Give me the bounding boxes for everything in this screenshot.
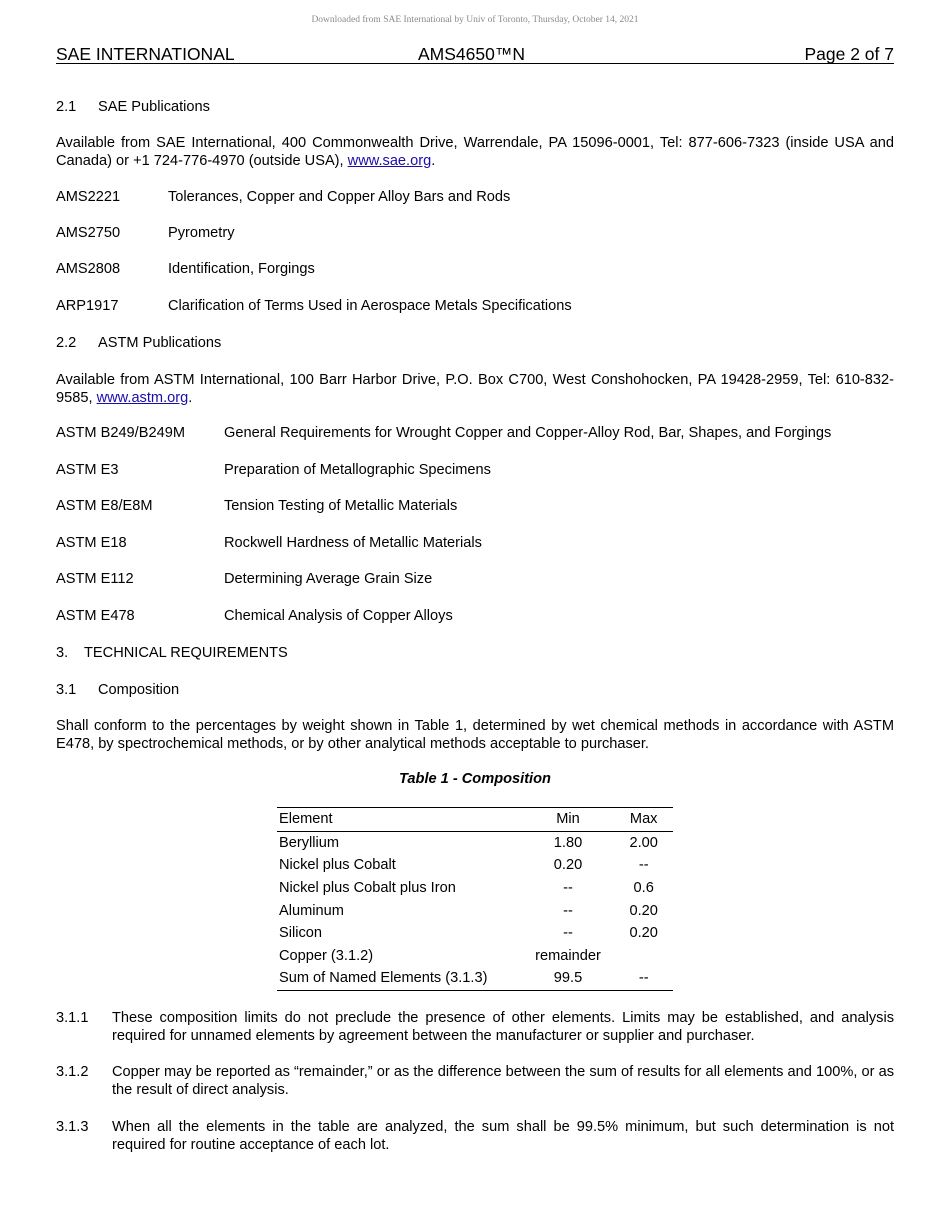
reference-row [56,425,894,443]
header-page-number: Page 2 of 7 [804,44,894,64]
subsection-text: When all the elements in the table are analyzed, the sum shall be 99.5% minimum, but such determination is not required for routine acceptance of each lot. [112,1119,894,1153]
min-cell: -- [563,880,573,897]
subsection-number: 3.1.2 [56,1064,89,1080]
table-row [277,922,673,945]
subsection-text: Copper may be reported as “remainder,” or as the difference between the sum of results for all elements and 100%, or as the result of direct analysis. [112,1064,894,1098]
reference-row [56,535,894,553]
header-doc-id: AMS4650™N [418,44,525,64]
reference-code: AMS2221 [56,189,121,205]
reference-code: AMS2808 [56,261,121,277]
reference-title: Pyrometry [168,225,235,241]
reference-title: General Requirements for Wrought Copper and Copper-Alloy Rod, Bar, Shapes, and Forgings [224,425,832,441]
element-cell: Nickel plus Cobalt plus Iron [279,880,456,897]
reference-code: ASTM E112 [56,571,134,587]
subsection-3-1-2 [56,1063,894,1099]
astm-availability-end: . [188,390,193,406]
element-cell: Beryllium [279,834,340,851]
download-watermark: Downloaded from SAE International by Univ of Toronto, Thursday, October 14, 2021 [311,15,639,25]
max-cell: 0.6 [633,880,654,897]
section-title: ASTM Publications [98,335,222,351]
column-header-element: Element [279,811,333,828]
header-org: SAE INTERNATIONAL [56,44,235,64]
min-cell: 1.80 [553,834,583,851]
reference-title: Chemical Analysis of Copper Alloys [224,608,453,624]
max-cell: -- [638,857,649,874]
sae-availability-text: Available from SAE International, 400 Commonwealth Drive, Warrendale, PA 15096-0001, Tel: 877-606-7323 (inside USA and Canada) or +1 724-776-4970 (outside USA), [56,135,894,169]
reference-row [56,261,894,279]
element-cell: Nickel plus Cobalt [279,857,396,874]
section-2-1-heading [56,98,894,116]
section-number: 3. [56,645,69,661]
element-cell: Copper (3.1.2) [279,947,374,964]
composition-body: Shall conform to the percentages by weight shown in Table 1, determined by wet chemical methods in accordance with ASTM E478, by spectrochemical methods, or by other analytical methods acceptable to purchaser. [56,718,894,752]
reference-title: Rockwell Hardness of Metallic Materials [224,535,482,551]
astm-availability [56,371,894,407]
section-number: 3.1 [56,682,77,698]
reference-title: Determining Average Grain Size [224,571,433,587]
reference-title: Tolerances, Copper and Copper Alloy Bars and Rods [168,189,511,205]
reference-code: ASTM E478 [56,608,135,624]
subsection-text: These composition limits do not preclude the presence of other elements. Limits may be established, and analysis required for unnamed elements by agreement between the manufacturer or supplier and purchaser. [112,1010,894,1044]
astm-availability-text: Available from ASTM International, 100 Barr Harbor Drive, P.O. Box C700, West Conshohocken, PA 19428-2959, Tel: 610-832-9585, [56,372,894,406]
reference-code: AMS2750 [56,225,121,241]
min-cell: -- [563,925,573,942]
table-row [277,899,673,922]
reference-title: Preparation of Metallographic Specimens [224,462,491,478]
table-row [277,854,673,877]
table-row [277,831,673,854]
sae-availability-end: . [431,153,436,169]
reference-code: ARP1917 [56,298,119,314]
reference-title: Identification, Forgings [168,261,315,277]
section-title: Composition [98,682,180,698]
reference-code: ASTM E8/E8M [56,498,153,514]
section-number: 2.1 [56,99,77,115]
header-rule [56,63,894,64]
min-cell: remainder [535,947,601,964]
element-cell: Silicon [279,925,322,942]
reference-code: ASTM E3 [56,462,119,478]
section-title: TECHNICAL REQUIREMENTS [84,645,288,661]
table-1-caption: Table 1 - Composition [399,771,551,787]
subsection-number: 3.1.1 [56,1010,89,1026]
subsection-number: 3.1.3 [56,1119,89,1135]
element-cell: Sum of Named Elements (3.1.3) [279,970,488,987]
max-cell: 0.20 [629,902,658,919]
table-row [277,945,673,968]
element-cell: Aluminum [279,902,344,919]
section-title: SAE Publications [98,99,210,115]
reference-row [56,298,894,316]
max-cell [614,945,673,968]
min-cell: -- [563,902,573,919]
reference-row [56,608,894,626]
min-cell: 0.20 [553,857,583,874]
reference-title: Tension Testing of Metallic Materials [224,498,458,514]
sae-availability [56,134,894,170]
table-row [277,877,673,900]
table-header-row [277,808,673,832]
reference-row [56,189,894,207]
reference-row [56,225,894,243]
reference-row [56,498,894,516]
column-header-min: Min [556,811,580,828]
composition-table [277,807,673,991]
min-cell: 99.5 [553,970,583,987]
section-2-2-heading [56,334,894,352]
subsection-3-1-3 [56,1118,894,1154]
reference-title: Clarification of Terms Used in Aerospace Metals Specifications [168,298,572,314]
max-cell: -- [638,970,649,987]
reference-code: ASTM E18 [56,535,127,551]
max-cell: 2.00 [629,834,658,851]
reference-row [56,462,894,480]
subsection-3-1-1 [56,1009,894,1045]
astm-website-link[interactable]: www.astm.org [96,390,189,406]
column-header-max: Max [629,811,658,828]
max-cell: 0.20 [629,925,658,942]
section-number: 2.2 [56,335,77,351]
sae-website-link[interactable]: www.sae.org [347,153,432,169]
reference-row [56,571,894,589]
reference-code: ASTM B249/B249M [56,425,185,441]
section-3-heading [56,644,894,662]
table-row [277,967,673,990]
section-3-1-heading [56,681,894,699]
